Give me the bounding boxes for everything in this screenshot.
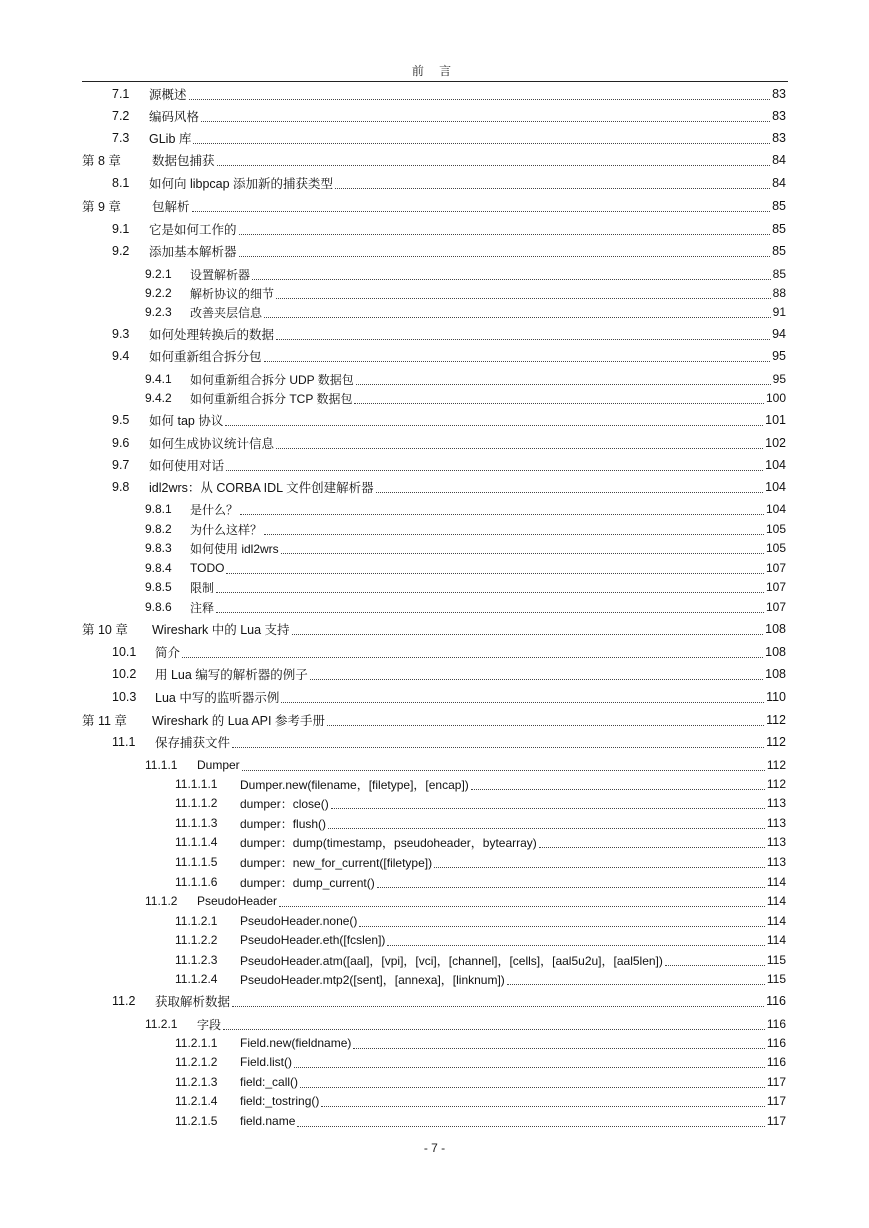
toc-entry-number: 11.1.1.2 — [175, 796, 218, 810]
toc-entry[interactable] — [82, 911, 786, 931]
toc-dot-leader — [356, 370, 771, 385]
toc-dot-leader — [321, 1092, 764, 1107]
toc-dot-leader — [239, 220, 771, 235]
toc-dot-leader — [239, 242, 771, 257]
toc-entry-page: 116 — [766, 1036, 786, 1050]
toc-entry-page: 95 — [772, 349, 786, 363]
toc-entry-page: 105 — [765, 541, 786, 555]
toc-entry-number: 9.8.6 — [145, 600, 172, 614]
toc-entry-page: 113 — [766, 816, 786, 830]
toc-entry-number: 第 8 章 — [82, 154, 121, 168]
toc-entry-page: 95 — [772, 372, 786, 386]
toc-entry[interactable] — [82, 710, 786, 730]
toc-entry-number: 11.1.1.6 — [175, 875, 218, 889]
toc-entry-page: 112 — [766, 777, 786, 791]
toc-entry[interactable] — [82, 264, 786, 284]
toc-dot-leader — [240, 500, 764, 515]
toc-dot-leader — [335, 174, 770, 189]
toc-entry-page: 110 — [766, 690, 786, 704]
toc-entry[interactable] — [82, 128, 786, 148]
toc-entry[interactable] — [82, 991, 786, 1011]
toc-entry-page: 112 — [766, 713, 786, 727]
toc-entry-number: 9.4.1 — [145, 372, 172, 386]
toc-entry[interactable] — [82, 196, 786, 216]
toc-entry-page: 100 — [765, 391, 786, 405]
toc-dot-leader — [276, 434, 763, 449]
toc-dot-leader — [276, 284, 771, 299]
toc-entry[interactable] — [82, 1072, 786, 1092]
toc-dot-leader — [232, 992, 764, 1007]
toc-dot-leader — [327, 711, 764, 726]
toc-entry-number: 10.1 — [112, 645, 137, 659]
toc-dot-leader — [264, 347, 771, 362]
toc-entry-page: 116 — [766, 1017, 786, 1031]
toc-entry-number: 7.2 — [112, 109, 130, 123]
toc-dot-leader — [223, 1015, 765, 1030]
toc-entry-title: dumper：dump(timestamp，pseudoheader，bytearray) — [240, 835, 537, 850]
toc-entry-number: 11.1.1 — [145, 758, 178, 772]
toc-entry-page: 114 — [766, 914, 786, 928]
toc-entry-page: 112 — [766, 758, 786, 772]
toc-entry-page: 113 — [766, 835, 786, 849]
toc-entry-number: 11.1.1.1 — [175, 777, 218, 791]
page-header: 前 言 — [411, 64, 458, 78]
toc-entry-title: Dumper — [197, 758, 240, 772]
toc-entry-title: Wireshark 中的 Lua 支持 — [152, 623, 290, 637]
toc-entry-title: PseudoHeader — [197, 894, 278, 908]
toc-dot-leader — [252, 265, 771, 280]
toc-entry-title: 改善夹层信息 — [190, 305, 263, 320]
toc-dot-leader — [216, 578, 764, 593]
toc-entry-title: 获取解析数据 — [155, 995, 231, 1009]
toc-entry-title: 如何重新组合拆分 UDP 数据包 — [190, 372, 354, 387]
toc-entry-title: 注释 — [190, 600, 215, 615]
toc-entry-title: Wireshark 的 Lua API 参考手册 — [152, 714, 325, 728]
toc-dot-leader — [331, 794, 765, 809]
toc-entry-page: 94 — [772, 327, 786, 341]
toc-entry-title: 如何重新组合拆分包 — [149, 350, 262, 364]
toc-entry-title: 简介 — [155, 646, 181, 660]
toc-entry-page: 83 — [772, 131, 786, 145]
toc-entry-page: 116 — [766, 994, 786, 1008]
toc-entry-number: 9.8.1 — [145, 502, 172, 516]
toc-dot-leader — [539, 833, 765, 848]
toc-entry-number: 11.2.1.4 — [175, 1094, 218, 1108]
toc-entry-title: 添加基本解析器 — [149, 245, 237, 259]
toc-entry-number: 11.2.1.5 — [175, 1114, 218, 1128]
toc-dot-leader — [471, 775, 765, 790]
toc-entry-page: 115 — [766, 972, 786, 986]
toc-entry-number: 11.1.2.4 — [175, 972, 218, 986]
toc-entry-title: PseudoHeader.atm([aal]，[vpi]，[vci]，[channel]，[cells]，[aal5u2u]，[aal5len]) — [240, 953, 663, 968]
toc-dot-leader — [354, 389, 764, 404]
toc-entry-number: 9.8.2 — [145, 522, 172, 536]
toc-entry-number: 11.1.2 — [145, 894, 178, 908]
toc-dot-leader — [310, 665, 763, 680]
toc-entry[interactable] — [82, 150, 786, 170]
toc-entry-number: 11.2.1.3 — [175, 1075, 218, 1089]
toc-entry[interactable] — [82, 1033, 786, 1053]
toc-entry-page: 116 — [766, 1055, 786, 1069]
toc-dot-leader — [216, 598, 764, 613]
toc-entry-title: dumper：dump_current() — [240, 875, 375, 890]
toc-entry-number: 9.3 — [112, 327, 130, 341]
toc-entry-page: 115 — [766, 953, 786, 967]
toc-entry-page: 108 — [765, 667, 786, 681]
toc-entry-title: 编码风格 — [149, 110, 200, 124]
toc-entry-title: dumper：close() — [240, 796, 329, 811]
toc-entry-number: 9.2 — [112, 244, 130, 258]
toc-dot-leader — [182, 643, 763, 658]
toc-entry-number: 11.1 — [112, 735, 136, 749]
toc-entry-title: 如何向 libpcap 添加新的捕获类型 — [149, 177, 334, 191]
toc-dot-leader — [242, 756, 765, 771]
toc-entry-title: Lua 中写的监听器示例 — [155, 691, 280, 705]
toc-dot-leader — [300, 1073, 765, 1088]
toc-entry-page: 114 — [766, 875, 786, 889]
toc-entry-number: 11.1.1.4 — [175, 835, 218, 849]
toc-entry-page: 84 — [772, 176, 786, 190]
toc-entry-title: Dumper.new(filename，[filetype]，[encap]) — [240, 777, 469, 792]
toc-entry-title: PseudoHeader.none() — [240, 914, 358, 928]
toc-entry-number: 11.2.1.2 — [175, 1055, 218, 1069]
toc-entry[interactable] — [82, 302, 786, 322]
toc-entry-title: dumper：flush() — [240, 816, 327, 831]
toc-entry-title: PseudoHeader.eth([fcslen]) — [240, 933, 386, 947]
toc-entry-title: field:_tostring() — [240, 1094, 320, 1108]
toc-entry[interactable] — [82, 173, 786, 193]
toc-entry-number: 9.2.1 — [145, 267, 172, 281]
toc-entry-page: 113 — [766, 796, 786, 810]
toc-dot-leader — [377, 873, 765, 888]
toc-entry-number: 10.2 — [112, 667, 137, 681]
toc-entry-number: 11.2 — [112, 994, 136, 1008]
toc-entry[interactable] — [82, 1014, 786, 1034]
toc-entry-title: TODO — [190, 561, 225, 575]
toc-entry-number: 10.3 — [112, 690, 137, 704]
toc-entry-page: 112 — [766, 735, 786, 749]
toc-entry[interactable] — [82, 872, 786, 892]
toc-entry-title: 保存捕获文件 — [155, 736, 231, 750]
toc-entry-page: 85 — [772, 222, 786, 236]
toc-dot-leader — [226, 559, 764, 574]
toc-dot-leader — [192, 197, 771, 212]
toc-dot-leader — [225, 411, 763, 426]
toc-entry-title: 它是如何工作的 — [149, 223, 237, 237]
toc-entry-page: 104 — [765, 480, 786, 494]
toc-entry-title: 解析协议的细节 — [190, 286, 275, 301]
toc-dot-leader — [279, 892, 765, 907]
toc-entry-title: 如何使用 idl2wrs — [190, 541, 279, 556]
toc-entry-page: 114 — [766, 933, 786, 947]
toc-entry-title: PseudoHeader.mtp2([sent]，[annexa]，[linknum]) — [240, 972, 505, 987]
toc-entry-number: 9.4 — [112, 349, 130, 363]
toc-dot-leader — [353, 1034, 764, 1049]
toc-entry-page: 102 — [765, 436, 786, 450]
toc-dot-leader — [665, 951, 765, 966]
toc-entry-title: 如何 tap 协议 — [149, 414, 224, 428]
toc-entry[interactable] — [82, 283, 786, 303]
toc-entry-title: 包解析 — [152, 200, 190, 214]
toc-entry-title: GLib 库 — [149, 132, 192, 146]
toc-entry-number: 7.3 — [112, 131, 130, 145]
toc-entry-number: 第 10 章 — [82, 623, 128, 637]
toc-entry-page: 114 — [766, 894, 786, 908]
toc-entry[interactable] — [82, 1111, 786, 1131]
toc-entry[interactable] — [82, 793, 786, 813]
toc-dot-leader — [193, 129, 770, 144]
toc-entry-title: field:_call() — [240, 1075, 299, 1089]
toc-entry[interactable] — [82, 477, 786, 497]
toc-dot-leader — [281, 539, 764, 554]
toc-entry-number: 9.5 — [112, 413, 130, 427]
toc-entry-number: 9.2.2 — [145, 286, 172, 300]
toc-entry-title: dumper：new_for_current([filetype]) — [240, 855, 433, 870]
toc-dot-leader — [276, 325, 770, 340]
toc-entry-page: 105 — [765, 522, 786, 536]
toc-dot-leader — [226, 456, 763, 471]
toc-entry-title: 如何处理转换后的数据 — [149, 328, 275, 342]
toc-entry-title: 限制 — [190, 580, 215, 595]
toc-entry[interactable] — [82, 732, 786, 752]
toc-entry-title: 设置解析器 — [190, 267, 251, 282]
toc-entry[interactable] — [82, 832, 786, 852]
toc-entry[interactable] — [82, 813, 786, 833]
toc-dot-leader — [507, 970, 765, 985]
toc-dot-leader — [359, 912, 764, 927]
toc-entry-number: 9.6 — [112, 436, 130, 450]
toc-dot-leader — [376, 478, 764, 493]
toc-entry-title: 为什么这样？ — [190, 522, 263, 537]
toc-entry-title: Field.new(fieldname) — [240, 1036, 352, 1050]
toc-entry[interactable] — [82, 891, 786, 911]
toc-entry-number: 11.1.1.3 — [175, 816, 218, 830]
toc-entry-page: 85 — [772, 267, 786, 281]
toc-dot-leader — [264, 303, 771, 318]
toc-entry-page: 107 — [765, 600, 786, 614]
toc-entry-title: 数据包捕获 — [152, 154, 215, 168]
toc-entry[interactable] — [82, 219, 786, 239]
toc-dot-leader — [328, 814, 765, 829]
toc-entry-page: 113 — [766, 855, 786, 869]
toc-entry-number: 9.1 — [112, 222, 130, 236]
toc-entry-page: 88 — [772, 286, 786, 300]
toc-entry-title: 如何生成协议统计信息 — [149, 437, 275, 451]
toc-entry[interactable] — [82, 538, 786, 558]
toc-entry[interactable] — [82, 558, 786, 578]
toc-entry-page: 117 — [766, 1094, 786, 1108]
toc-entry[interactable] — [82, 410, 786, 430]
toc-entry-page: 107 — [765, 561, 786, 575]
toc-entry[interactable] — [82, 852, 786, 872]
toc-entry[interactable] — [82, 84, 786, 104]
toc-entry-number: 7.1 — [112, 87, 130, 101]
toc-entry-number: 9.2.3 — [145, 305, 172, 319]
toc-entry[interactable] — [82, 1091, 786, 1111]
toc-dot-leader — [189, 85, 771, 100]
toc-entry-number: 11.1.2.2 — [175, 933, 218, 947]
toc-entry-title: 是什么？ — [190, 502, 239, 517]
toc-entry-page: 83 — [772, 87, 786, 101]
toc-entry-page: 101 — [765, 413, 786, 427]
toc-dot-leader — [232, 733, 764, 748]
toc-dot-leader — [387, 931, 764, 946]
toc-entry[interactable] — [82, 433, 786, 453]
toc-entry-number: 9.4.2 — [145, 391, 172, 405]
toc-entry-number: 11.1.2.1 — [175, 914, 218, 928]
toc-entry[interactable] — [82, 619, 786, 639]
toc-entry-page: 85 — [772, 244, 786, 258]
toc-entry[interactable] — [82, 519, 786, 539]
toc-entry[interactable] — [82, 687, 786, 707]
toc-entry[interactable] — [82, 950, 786, 970]
toc-entry-title: 如何重新组合拆分 TCP 数据包 — [190, 391, 353, 406]
toc-entry[interactable] — [82, 577, 786, 597]
toc-entry[interactable] — [82, 106, 786, 126]
toc-entry-title: Field.list() — [240, 1055, 293, 1069]
toc-entry-page: 85 — [772, 199, 786, 213]
toc-entry-number: 第 11 章 — [82, 714, 127, 728]
toc-entry-number: 9.8.4 — [145, 561, 172, 575]
toc-entry-page: 108 — [765, 622, 786, 636]
toc-dot-leader — [292, 620, 764, 635]
toc-entry[interactable] — [82, 664, 786, 684]
toc-entry[interactable] — [82, 774, 786, 794]
toc-entry[interactable] — [82, 455, 786, 475]
toc-dot-leader — [294, 1053, 765, 1068]
toc-entry-title: field.name — [240, 1114, 296, 1128]
toc-entry-number: 11.1.1.5 — [175, 855, 218, 869]
toc-entry[interactable] — [82, 597, 786, 617]
toc-entry[interactable] — [82, 241, 786, 261]
toc-entry[interactable] — [82, 388, 786, 408]
toc-entry[interactable] — [82, 930, 786, 950]
toc-entry[interactable] — [82, 499, 786, 519]
toc-entry-page: 91 — [772, 305, 786, 319]
toc-entry-number: 9.8 — [112, 480, 130, 494]
toc-entry[interactable] — [82, 346, 786, 366]
toc-dot-leader — [281, 688, 764, 703]
toc-entry-number: 9.7 — [112, 458, 130, 472]
toc-dot-leader — [264, 520, 764, 535]
toc-entry[interactable] — [82, 755, 786, 775]
header-rule — [82, 81, 788, 82]
toc-dot-leader — [217, 151, 771, 166]
page-number: - 7 - — [423, 1141, 446, 1155]
toc-entry-page: 108 — [765, 645, 786, 659]
toc-entry-title: 用 Lua 编写的解析器的例子 — [155, 668, 308, 682]
toc-entry[interactable] — [82, 1052, 786, 1072]
toc-dot-leader — [297, 1112, 764, 1127]
toc-entry-page: 84 — [772, 153, 786, 167]
toc-entry-title: idl2wrs：从 CORBA IDL 文件创建解析器 — [149, 481, 374, 495]
toc-entry-number: 11.2.1.1 — [175, 1036, 218, 1050]
toc-entry[interactable] — [82, 324, 786, 344]
toc-entry-number: 8.1 — [112, 176, 130, 190]
toc-entry-title: 字段 — [197, 1017, 222, 1032]
toc-entry-title: 如何使用对话 — [149, 459, 225, 473]
toc-dot-leader — [201, 107, 770, 122]
toc-entry-page: 83 — [772, 109, 786, 123]
toc-entry-number: 9.8.3 — [145, 541, 172, 555]
toc-entry-number: 9.8.5 — [145, 580, 172, 594]
toc-entry-number: 11.2.1 — [145, 1017, 178, 1031]
toc-entry[interactable] — [82, 642, 786, 662]
toc-entry[interactable] — [82, 369, 786, 389]
toc-entry[interactable] — [82, 969, 786, 989]
toc-entry-number: 第 9 章 — [82, 200, 121, 214]
toc-entry-page: 117 — [766, 1114, 786, 1128]
toc-entry-page: 104 — [765, 458, 786, 472]
toc-entry-title: 源概述 — [149, 88, 187, 102]
toc-entry-page: 104 — [765, 502, 786, 516]
toc-entry-page: 117 — [766, 1075, 786, 1089]
toc-entry-number: 11.1.2.3 — [175, 953, 218, 967]
toc-entry-page: 107 — [765, 580, 786, 594]
toc-dot-leader — [434, 853, 765, 868]
